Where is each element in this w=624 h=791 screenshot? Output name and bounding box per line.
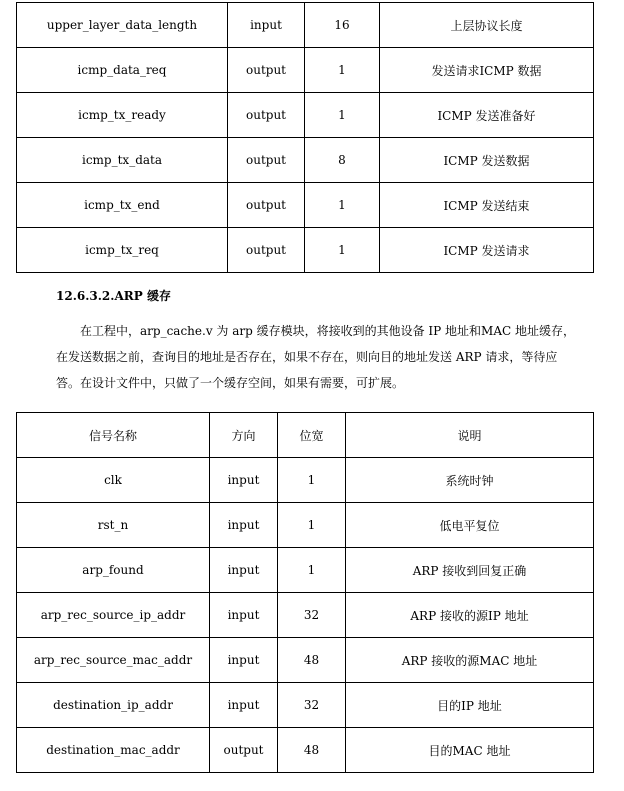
table-row (17, 48, 594, 93)
signal-name-cell: icmp_tx_req (17, 228, 228, 273)
table-row (17, 458, 594, 503)
description-cell: 发送请求ICMP 数据 (380, 48, 594, 93)
table-row (17, 593, 594, 638)
column-header-width: 位宽 (278, 413, 346, 458)
direction-cell: output (228, 228, 305, 273)
description-cell: 上层协议长度 (380, 3, 594, 48)
table-row (17, 93, 594, 138)
description-cell: 系统时钟 (346, 458, 594, 503)
table-row (17, 138, 594, 183)
width-cell: 1 (305, 93, 380, 138)
width-cell: 1 (278, 503, 346, 548)
width-cell: 32 (278, 683, 346, 728)
width-cell: 8 (305, 138, 380, 183)
description-cell: ARP 接收的源IP 地址 (346, 593, 594, 638)
signal-name-cell: upper_layer_data_length (17, 3, 228, 48)
section-paragraph: 在工程中，arp_cache.v 为 arp 缓存模块，将接收到的其他设备 IP 地址和MAC 地址缓存，在发送数据之前，查询目的地址是否存在，如果不存在，则向目的地址发送 ARP 请求，等待应答。在设计文件中，只做了一个缓存空间，如果有需要，可扩展。 (56, 324, 576, 390)
signal-table-arp-cache (16, 412, 594, 773)
width-cell: 1 (305, 48, 380, 93)
signal-name-cell: rst_n (17, 503, 210, 548)
description-cell: 目的IP 地址 (346, 683, 594, 728)
table-row (17, 228, 594, 273)
width-cell: 1 (278, 548, 346, 593)
width-cell: 16 (305, 3, 380, 48)
description-cell: 目的MAC 地址 (346, 728, 594, 773)
signal-name-cell: icmp_data_req (17, 48, 228, 93)
description-cell: ARP 接收到回复正确 (346, 548, 594, 593)
width-cell: 1 (278, 458, 346, 503)
table-header-row (17, 413, 594, 458)
description-cell: ICMP 发送请求 (380, 228, 594, 273)
table-row (17, 183, 594, 228)
column-header-direction: 方向 (210, 413, 278, 458)
direction-cell: input (210, 548, 278, 593)
table-row (17, 3, 594, 48)
signal-name-cell: icmp_tx_ready (17, 93, 228, 138)
description-cell: ICMP 发送结束 (380, 183, 594, 228)
table-row (17, 548, 594, 593)
signal-name-cell: destination_ip_addr (17, 683, 210, 728)
table-row (17, 728, 594, 773)
table-row (17, 638, 594, 683)
description-cell: 低电平复位 (346, 503, 594, 548)
width-cell: 48 (278, 728, 346, 773)
signal-name-cell: icmp_tx_end (17, 183, 228, 228)
direction-cell: input (210, 593, 278, 638)
signal-name-cell: arp_rec_source_mac_addr (17, 638, 210, 683)
direction-cell: input (228, 3, 305, 48)
section-heading: 12.6.3.2.ARP 缓存 (56, 289, 171, 303)
direction-cell: output (228, 183, 305, 228)
direction-cell: input (210, 638, 278, 683)
direction-cell: output (228, 48, 305, 93)
column-header-signal-name: 信号名称 (17, 413, 210, 458)
width-cell: 48 (278, 638, 346, 683)
width-cell: 1 (305, 228, 380, 273)
signal-name-cell: arp_rec_source_ip_addr (17, 593, 210, 638)
column-header-description: 说明 (346, 413, 594, 458)
description-cell: ARP 接收的源MAC 地址 (346, 638, 594, 683)
direction-cell: input (210, 683, 278, 728)
signal-name-cell: clk (17, 458, 210, 503)
direction-cell: output (228, 93, 305, 138)
signal-table-icmp (16, 2, 594, 273)
table-row (17, 503, 594, 548)
table-row (17, 683, 594, 728)
width-cell: 1 (305, 183, 380, 228)
direction-cell: output (228, 138, 305, 183)
signal-name-cell: icmp_tx_data (17, 138, 228, 183)
description-cell: ICMP 发送准备好 (380, 93, 594, 138)
direction-cell: output (210, 728, 278, 773)
direction-cell: input (210, 458, 278, 503)
direction-cell: input (210, 503, 278, 548)
description-cell: ICMP 发送数据 (380, 138, 594, 183)
signal-name-cell: arp_found (17, 548, 210, 593)
signal-name-cell: destination_mac_addr (17, 728, 210, 773)
width-cell: 32 (278, 593, 346, 638)
